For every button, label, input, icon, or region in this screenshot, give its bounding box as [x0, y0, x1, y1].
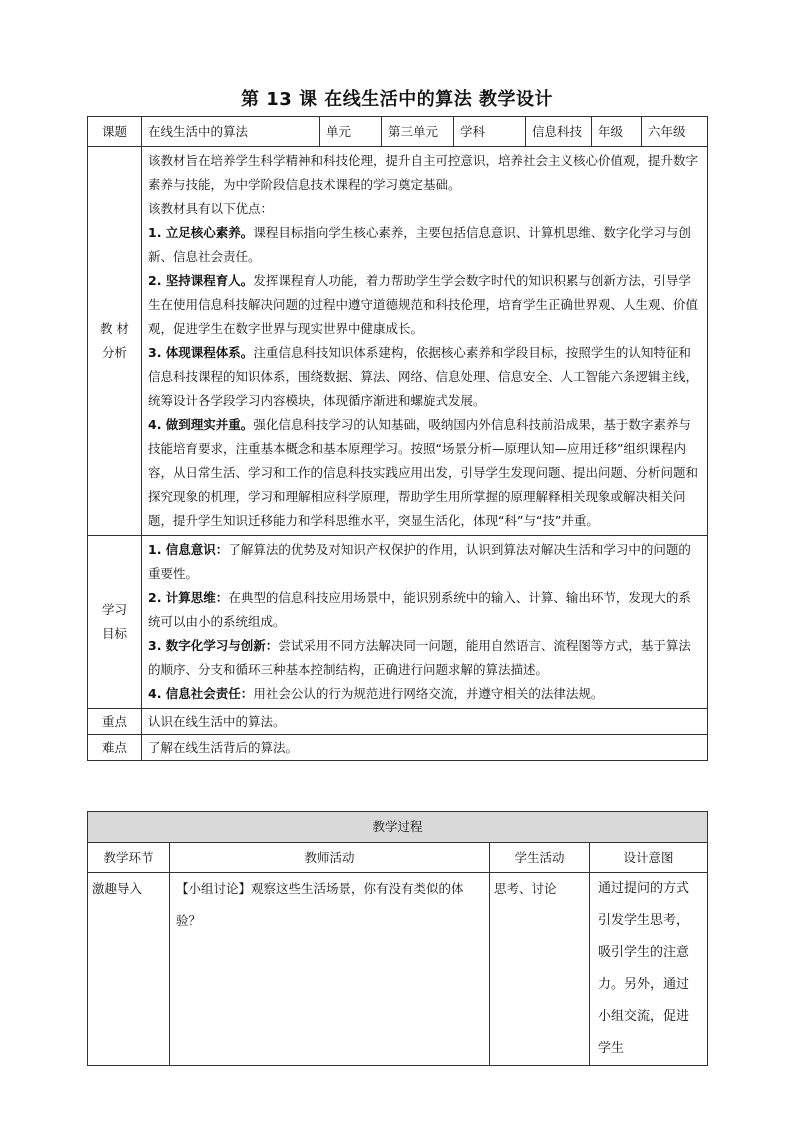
- subject-value: 信息科技: [526, 117, 592, 147]
- topic-value: 在线生活中的算法: [142, 117, 320, 147]
- key-point-row: [88, 709, 708, 735]
- process-header: 教学过程: [88, 812, 708, 843]
- page-title: 第 13 课 在线生活中的算法 教学设计: [240, 89, 554, 110]
- process-columns-row: [88, 843, 708, 873]
- material-item-head: 2. 坚持课程育人。: [148, 273, 254, 288]
- goal-item-body: 用社会公认的行为规范进行网络交流，并遵守相关的法律法规。: [253, 686, 604, 701]
- material-paragraph: 该教材旨在培养学生科学精神和科技伦理，提升自主可控意识，培养社会主义核心价值观，提升数字素养与技能，为中学阶段信息技术课程的学习奠定基础。: [148, 153, 699, 192]
- goals-row: [88, 536, 708, 709]
- process-row: [88, 873, 708, 1066]
- goal-item-head: 1. 信息意识：: [148, 542, 229, 557]
- process-design-intent: 通过提问的方式引发学生思考，吸引学生的注意力。另外，通过小组交流，促进学生: [590, 873, 708, 1066]
- goal-item: [148, 538, 701, 586]
- unit-value: 第三单元: [382, 117, 454, 147]
- goal-item-head: 2. 计算思维：: [148, 590, 229, 605]
- lesson-info-table: [87, 116, 708, 761]
- column-header: 教师活动: [170, 843, 490, 873]
- material-item-body: 课程目标指向学生核心素养，主要包括信息意识、计算机思维、数字化学习与创新、信息社会责任。: [148, 225, 691, 264]
- difficulty-label: 难点: [88, 735, 142, 761]
- key-point-value: 认识在线生活中的算法。: [142, 709, 708, 735]
- material-paragraph: 该教材具有以下优点：: [148, 201, 274, 216]
- material-item-head: 3. 体现课程体系。: [148, 345, 254, 360]
- process-header-row: [88, 812, 708, 843]
- goals-label: 学习 目标: [88, 536, 142, 709]
- material-content: [142, 147, 708, 536]
- goal-item-head: 3. 数字化学习与创新：: [148, 638, 279, 653]
- process-table: [87, 811, 708, 1066]
- goal-item: [148, 634, 701, 682]
- difficulty-row: [88, 735, 708, 761]
- material-row: [88, 147, 708, 536]
- material-item: [148, 269, 701, 341]
- grade-label: 年级: [592, 117, 642, 147]
- topic-label: 课题: [88, 117, 142, 147]
- process-teacher-activity: 【小组讨论】观察这些生活场景，你有没有类似的体验？: [170, 873, 490, 1066]
- key-point-label: 重点: [88, 709, 142, 735]
- material-item-body: 注重信息科技知识体系建构，依据核心素养和学段目标，按照学生的认知特征和信息科技课程的知识体系，围绕数据、算法、网络、信息处理、信息安全、人工智能六条逻辑主线，统筹设计各学段学习内容模块，体现循序渐进和螺旋式发展。: [148, 345, 699, 408]
- info-row: [88, 117, 708, 147]
- process-stage: 激趣导入: [88, 873, 170, 1066]
- goals-content: [142, 536, 708, 709]
- difficulty-value: 了解在线生活背后的算法。: [142, 735, 708, 761]
- goal-item-head: 4. 信息社会责任：: [148, 686, 254, 701]
- column-header: 设计意图: [590, 843, 708, 873]
- material-item-head: 4. 做到理实并重。: [148, 417, 254, 432]
- goal-item: [148, 586, 701, 634]
- material-item: [148, 413, 701, 533]
- column-header: 教学环节: [88, 843, 170, 873]
- goal-item-body: 了解算法的优势及对知识产权保护的作用，认识到算法对解决生活和学习中的问题的重要性。: [148, 542, 691, 581]
- material-item: [148, 341, 701, 413]
- goal-item: [148, 682, 701, 706]
- material-item-body: 强化信息科技学习的认知基础，吸纳国内外信息科技前沿成果，基于数字素养与技能培育要求，注重基本概念和基本原理学习。按照“场景分析—原理认知—应用迁移”组织课程内容，从日常生活、学习和工作的信息科技实践应用出发，引导学生发现问题、提出问题、分析问题和探究现象的机理，学习和理解相应科学原理，帮助学生用所掌握的原理解释相关现象或解决相关问题，提升学生知识迁移能力和学科思维水平，突显生活化，体现“科”与“技”并重。: [148, 417, 699, 528]
- goal-item-body: 在典型的信息科技应用场景中，能识别系统中的输入、计算、输出环节，发现大的系统可以由小的系统组成。: [148, 590, 691, 629]
- material-item: [148, 221, 701, 269]
- process-student-activity: 思考、讨论: [490, 873, 590, 1066]
- unit-label: 单元: [320, 117, 382, 147]
- grade-value: 六年级: [642, 117, 708, 147]
- column-header: 学生活动: [490, 843, 590, 873]
- material-item-head: 1. 立足核心素养。: [148, 225, 254, 240]
- subject-label: 学科: [454, 117, 526, 147]
- material-label: 教 材 分析: [88, 147, 142, 536]
- goal-item-body: 尝试采用不同方法解决同一问题，能用自然语言、流程图等方式，基于算法的顺序、分支和循环三种基本控制结构，正确进行问题求解的算法描述。: [148, 638, 691, 677]
- material-item-body: 发挥课程育人功能，着力帮助学生学会数字时代的知识积累与创新方法，引导学生在使用信息科技解决问题的过程中遵守道德规范和科技伦理，培育学生正确世界观、人生观、价值观，促进学生在数字世界与现实世界中健康成长。: [148, 273, 699, 336]
